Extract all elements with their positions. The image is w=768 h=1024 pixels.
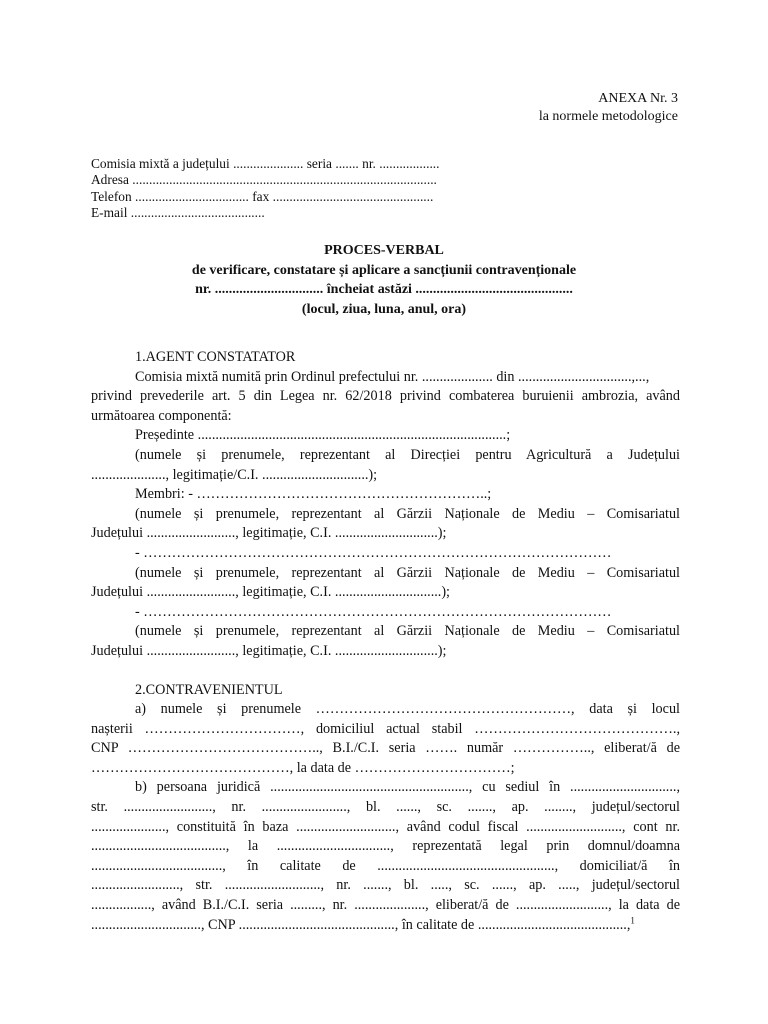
offender-b-line-3: ....................., constituită în baza ............................, având codul fiscal ..........................., cont nr.: [91, 818, 680, 835]
title-subtitle: de verificare, constatare și aplicare a sancțiunii contravenționale: [191, 262, 577, 278]
annex-subtitle: la normele metodologice: [538, 109, 678, 124]
agent-line-4: Președinte .......................................................................................;: [135, 427, 511, 444]
agent-line-8: (numele și prenumele, reprezentant al Gărzii Naționale de Mediu – Comisariatul: [135, 505, 680, 522]
commission-line: Comisia mixtă a județului ..................... seria ....... nr. ..................: [91, 156, 440, 171]
offender-b-line-5: ....................................., în calitate de .................................................., domiciliat/ă în: [91, 857, 680, 874]
section-spacer: [91, 662, 680, 681]
phone-line: Telefon .................................. fax ................................................: [91, 188, 434, 204]
offender-b-line-4: ......................................, la ................................, reprezentată legal prin domnul/doamna: [91, 838, 680, 855]
commission-header: [91, 156, 440, 222]
address-line: Adresa ...........................................................................................: [91, 172, 437, 188]
offender-a-line-1: a) numele și prenumele ………………………………………………, data și locul: [135, 701, 680, 718]
offender-b-line-8-wrap: [91, 916, 680, 936]
offender-b-line-8: ..............................., CNP ............................................, în calitate de ..........................................,: [91, 916, 631, 933]
agent-line-13: - ………………………………………………………………………………………: [135, 603, 612, 620]
offender-a-line-3: CNP ………………………………….., B.I./C.I. seria ……. număr …………….., eliberat/ă de: [91, 740, 680, 757]
section-agent-heading: 1.AGENT CONSTATATOR: [135, 349, 296, 365]
title-place-date: (locul, ziua, luna, anul, ora): [301, 301, 467, 317]
offender-b-line-7: ................., având B.I./C.I. seria ........., nr. ...................., eliberat/ă de .........................., la data de: [91, 897, 680, 914]
footnote-marker: 1: [630, 914, 635, 925]
agent-line-2: privind prevederile art. 5 din Legea nr. 62/2018 privind combaterea buruienii ambrozia, având: [91, 388, 680, 405]
offender-b-line-1: b) persoana juridică ........................................................, cu sediul în ..............................,: [135, 779, 680, 796]
section-offender-heading: 2.CONTRAVENIENTUL: [135, 681, 283, 698]
annex-number: ANEXA Nr. 3: [598, 91, 678, 106]
agent-line-1: Comisia mixtă numită prin Ordinul prefectului nr. .................... din ................................,...,: [135, 368, 650, 385]
agent-line-10: - ………………………………………………………………………………………: [135, 544, 612, 561]
title-main: PROCES-VERBAL: [324, 243, 444, 258]
offender-b-line-2: str. ........................., nr. ........................, bl. ......, sc. ......., ap. ........, județul/sectorul: [91, 799, 680, 816]
agent-line-15: Județului ........................., legitimație, C.I. .............................);: [91, 642, 447, 659]
agent-line-7: Membri: - ……………………………………………………..;: [135, 486, 492, 503]
agent-line-12: Județului ........................., legitimație, C.I. ..............................);: [91, 584, 450, 601]
email-line: E-mail ........................................: [91, 205, 265, 221]
offender-b-line-6: ........................., str. ..........................., nr. ......., bl. ....., sc. ......, ap. ....., județul/sectorul: [91, 877, 680, 894]
agent-line-9: Județului ........................., legitimație, C.I. .............................);: [91, 525, 447, 542]
agent-line-6: ....................., legitimație/C.I. ..............................);: [91, 466, 378, 483]
offender-a-line-4: ……………………………………, la data de ……………………………;: [91, 759, 515, 776]
document-body: [91, 348, 680, 935]
document-title: [91, 241, 677, 319]
title-number-line: nr. ............................... încheiat astăzi .............................................: [195, 282, 573, 298]
agent-line-11: (numele și prenumele, reprezentant al Gărzii Naționale de Mediu – Comisariatul: [135, 564, 680, 581]
offender-a-line-2: nașterii ……………………………, domiciliul actual stabil …………………………………….,: [91, 720, 680, 737]
annex-reference: [539, 90, 678, 126]
agent-line-3: următoarea componentă:: [91, 407, 232, 424]
agent-line-14: (numele și prenumele, reprezentant al Gărzii Naționale de Mediu – Comisariatul: [135, 623, 680, 640]
agent-line-5: (numele și prenumele, reprezentant al Direcției pentru Agricultură a Județului: [135, 446, 680, 463]
